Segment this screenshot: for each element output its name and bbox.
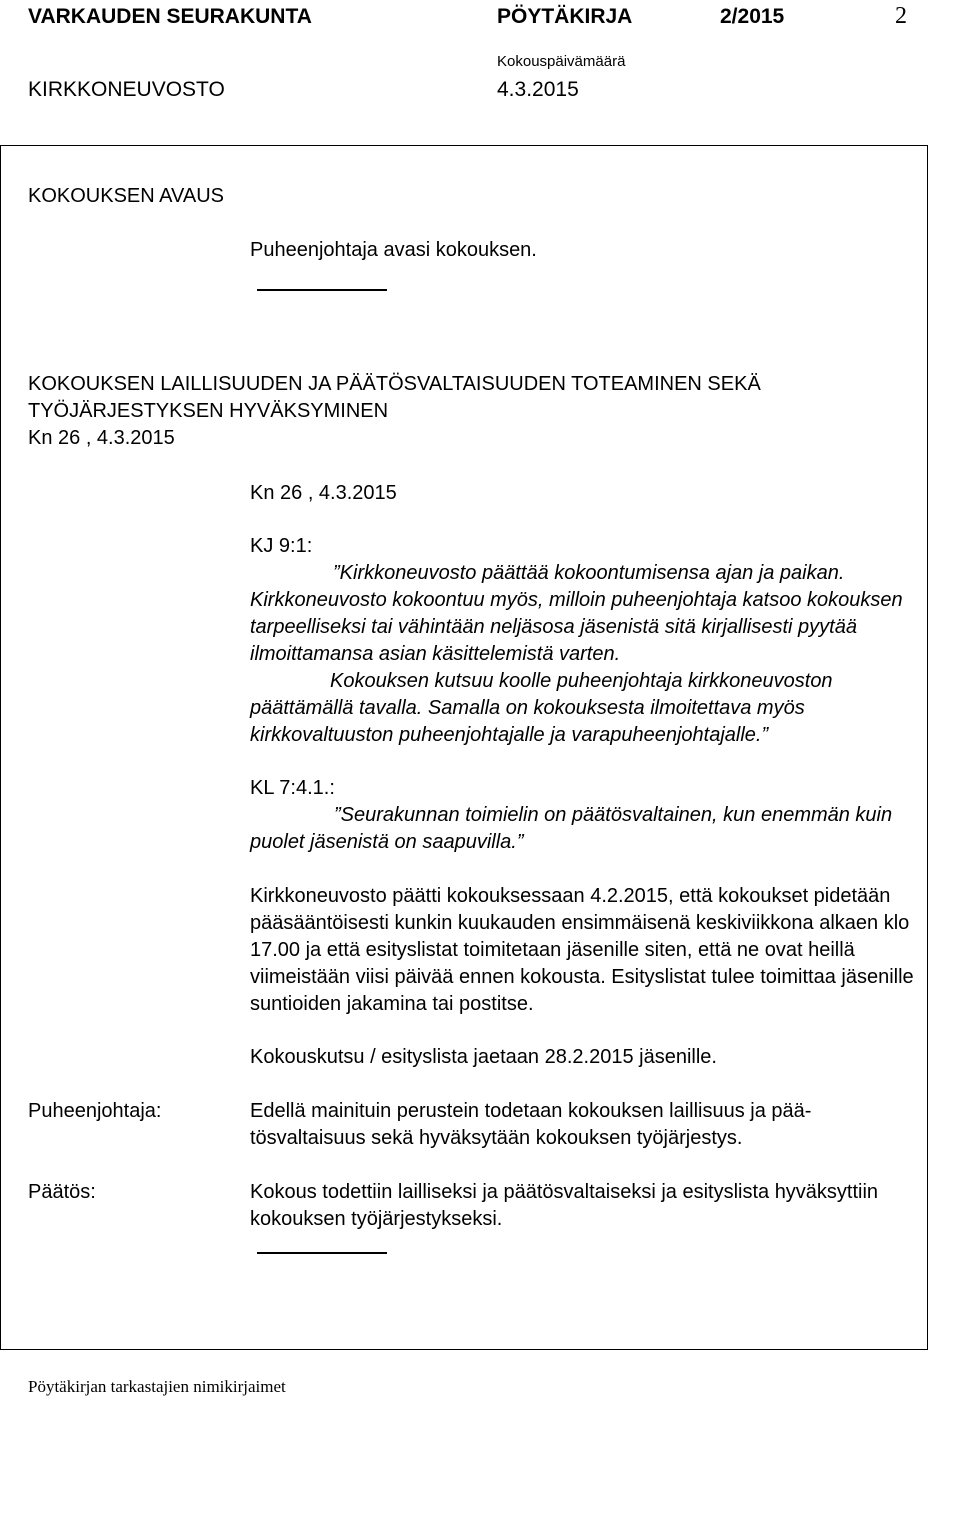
document-number: 2/2015 <box>720 5 785 28</box>
quorum-heading-line-2: TYÖJÄRJESTYKSEN HYVÄKSYMINEN <box>28 400 389 422</box>
kj-label: KJ 9:1: <box>250 535 313 557</box>
opening-heading: KOKOUKSEN AVAUS <box>28 185 224 207</box>
section-reference: Kn 26 , 4.3.2015 <box>250 482 397 504</box>
section-divider <box>257 1252 387 1254</box>
chair-label: Puheenjohtaja: <box>28 1100 162 1122</box>
kl-quote: ”Seurakunnan toimielin on päätösvaltainen, kun enemmän kuin puolet jäsenistä on saapuvilla.” <box>250 804 893 853</box>
kj-quote-body: Kirkkoneuvosto kokoontuu myös, milloin puheenjohtaja katsoo kokouksen tarpeelliseksi tai vähintään neljäsosa jäsenistä sitä kirjallisesti pyytää ilmoittamansa asian käsittelemistä varten. <box>250 589 903 665</box>
quorum-heading-line-1: KOKOUKSEN LAILLISUUDEN JA PÄÄTÖSVALTAISUUDEN TOTEAMINEN SEKÄ <box>28 373 761 395</box>
body-name: KIRKKONEUVOSTO <box>28 78 225 101</box>
left-section-reference: Kn 26 , 4.3.2015 <box>28 427 175 449</box>
decision-text: Kokous todettiin lailliseksi ja päätösvaltaiseksi ja esityslista hyväksyttiin kokouksen työjärjestykseksi. <box>250 1181 879 1230</box>
kj-quote-closing: Kokouksen kutsuu koolle puheenjohtaja kirkkoneuvoston päättämällä tavalla. Samalla on kokouksesta ilmoitettava myös kirkkovaltuuston puheenjohtajalle ja varapuheenjohtajalle.” <box>250 670 833 746</box>
decision-label: Päätös: <box>28 1181 96 1203</box>
page-number: 2 <box>895 3 907 29</box>
kj-quote-opening: ”Kirkkoneuvosto päättää kokoontumisensa ajan ja paikan. <box>333 562 845 584</box>
opening-text: Puheenjohtaja avasi kokouksen. <box>250 239 537 261</box>
date-caption: Kokouspäivämäärä <box>497 53 626 70</box>
document-type: PÖYTÄKIRJA <box>497 5 633 28</box>
section-divider <box>257 289 387 291</box>
organization-name: VARKAUDEN SEURAKUNTA <box>28 5 312 28</box>
council-decision-text: Kirkkoneuvosto päätti kokouksessaan 4.2.2015, että kokoukset pidetään pääsääntöisesti kunkin kuukauden ensimmäisenä keskiviikkona alkaen klo 17.00 ja että esityslistat toimitetaan jäsenille siten, että ne ovat heillä viimeistään viisi päivää ennen kokousta. Esityslistat tulee toimittaa jäsenille suntioiden jakamina tai postitse. <box>250 885 914 1015</box>
kl-label: KL 7:4.1.: <box>250 777 335 799</box>
invitation-note: Kokouskutsu / esityslista jaetaan 28.2.2015 jäsenille. <box>250 1046 717 1068</box>
meeting-date: 4.3.2015 <box>497 78 579 101</box>
chair-proposal: Edellä mainituin perustein todetaan kokouksen laillisuus ja päätösvaltaisuus sekä hyväksytään kokouksen työjärjestys. <box>250 1100 812 1149</box>
signatures-label: Pöytäkirjan tarkastajien nimikirjaimet <box>28 1377 286 1396</box>
